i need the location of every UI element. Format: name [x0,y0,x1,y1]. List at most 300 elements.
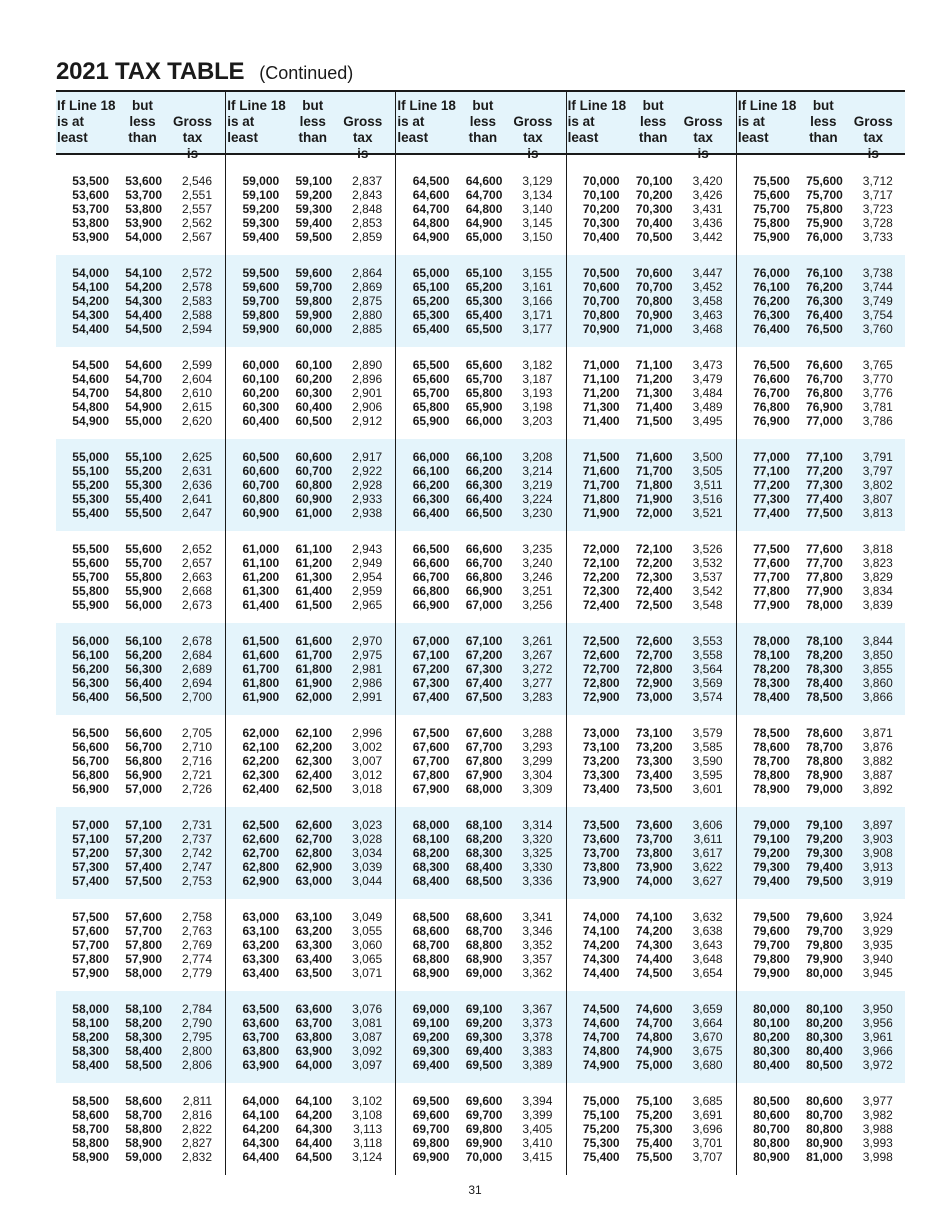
row-group [396,807,565,899]
row-group [56,807,225,899]
less-than-value: 68,400 [465,860,503,875]
less-than-value: 72,700 [635,647,673,662]
row-group [396,531,565,623]
table-row [56,1136,225,1150]
gross-tax-value: 3,426 [692,187,723,202]
less-than-value: 78,900 [806,768,843,783]
at-least-value: 76,800 [753,400,790,415]
table-row [567,230,736,244]
table-row [226,690,395,704]
row-group [567,347,736,439]
at-least-value: 63,200 [242,937,280,952]
header-gross-tax: Gross tax is [853,114,893,161]
at-least-value: 58,500 [72,1093,109,1108]
gross-tax-value: 2,859 [352,230,383,245]
at-least-value: 73,300 [582,768,620,783]
at-least-value: 77,000 [753,449,790,464]
gross-tax-value: 3,966 [862,1044,893,1059]
gross-tax-value: 2,657 [181,555,212,570]
gross-tax-value: 3,553 [692,633,723,648]
at-least-value: 80,200 [753,1029,790,1044]
row-group [567,531,736,623]
less-than-value: 76,400 [806,308,843,323]
at-least-value: 80,700 [753,1121,790,1136]
table-row [56,768,225,782]
table-row [226,1002,395,1016]
less-than-value: 79,100 [806,817,843,832]
table-row [567,584,736,598]
at-least-value: 80,500 [753,1093,790,1108]
table-column [56,155,225,1175]
row-group [226,531,395,623]
less-than-value: 67,400 [465,676,503,691]
table-row [737,966,905,980]
gross-tax-value: 3,081 [352,1015,383,1030]
gross-tax-value: 3,283 [522,690,553,705]
table-row [567,966,736,980]
at-least-value: 62,900 [242,874,280,889]
at-least-value: 68,600 [412,923,450,938]
less-than-value: 65,500 [465,322,503,337]
table-row [567,294,736,308]
header-gross-tax: Gross tax is [683,114,723,161]
less-than-value: 61,900 [295,676,333,691]
table-row [226,648,395,662]
table-row [567,690,736,704]
table-row [567,1058,736,1072]
at-least-value: 76,000 [753,265,790,280]
less-than-value: 74,900 [635,1044,673,1059]
gross-tax-value: 3,744 [862,279,893,294]
gross-tax-value: 2,906 [352,400,383,415]
table-row [56,308,225,322]
less-than-value: 64,400 [295,1136,333,1151]
at-least-value: 74,700 [582,1029,620,1044]
gross-tax-value: 3,097 [352,1058,383,1073]
gross-tax-value: 2,721 [181,768,212,783]
less-than-value: 55,500 [125,506,162,521]
gross-tax-value: 3,023 [352,817,383,832]
less-than-value: 58,600 [125,1093,162,1108]
table-row [737,1058,905,1072]
gross-tax-value: 3,961 [862,1029,893,1044]
gross-tax-value: 3,574 [692,690,723,705]
less-than-value: 69,300 [465,1029,503,1044]
gross-tax-value: 3,919 [862,874,893,889]
at-least-value: 70,200 [582,201,620,216]
less-than-value: 64,300 [295,1121,333,1136]
row-group [56,899,225,991]
gross-tax-value: 2,652 [181,541,212,556]
at-least-value: 62,100 [242,739,280,754]
table-row [737,294,905,308]
table-row [226,230,395,244]
gross-tax-value: 3,145 [522,216,553,231]
gross-tax-value: 2,917 [352,449,383,464]
gross-tax-value: 2,620 [181,414,212,429]
at-least-value: 73,200 [582,753,620,768]
header-column [566,92,736,161]
row-group [737,347,905,439]
at-least-value: 54,800 [72,400,109,415]
at-least-value: 57,400 [72,874,109,889]
less-than-value: 66,600 [465,541,503,556]
gross-tax-value: 3,102 [352,1093,383,1108]
gross-tax-value: 3,908 [862,845,893,860]
table-row [396,230,565,244]
row-group [567,255,736,347]
table-row [737,690,905,704]
less-than-value: 69,000 [465,966,503,981]
at-least-value: 66,200 [412,477,450,492]
less-than-value: 69,800 [465,1121,503,1136]
gross-tax-value: 3,277 [522,676,553,691]
row-group [737,623,905,715]
less-than-value: 77,100 [806,449,843,464]
table-row [56,874,225,888]
at-least-value: 65,800 [412,400,450,415]
less-than-value: 53,700 [125,187,162,202]
table-row [737,216,905,230]
table-row [567,952,736,966]
less-than-value: 74,400 [635,952,673,967]
gross-tax-value: 2,938 [352,506,383,521]
row-group [56,531,225,623]
gross-tax-value: 2,790 [181,1015,212,1030]
table-row [567,1122,736,1136]
less-than-value: 54,900 [125,400,162,415]
table-row [567,938,736,952]
at-least-value: 58,400 [72,1058,109,1073]
less-than-value: 55,400 [125,492,162,507]
at-least-value: 76,400 [753,322,790,337]
less-than-value: 78,800 [806,753,843,768]
header-less-than: less than [298,114,327,145]
table-row [737,188,905,202]
gross-tax-value: 3,675 [692,1044,723,1059]
less-than-value: 62,800 [295,845,333,860]
gross-tax-value: 3,171 [522,308,553,323]
table-row [737,740,905,754]
less-than-value: 53,800 [125,201,162,216]
header-gross-tax: Gross tax is [513,114,553,161]
at-least-value: 58,800 [72,1136,109,1151]
row-group [737,531,905,623]
gross-tax-value: 3,760 [862,322,893,337]
at-least-value: 60,100 [242,371,280,386]
table-column [566,155,736,1175]
gross-tax-value: 3,585 [692,739,723,754]
table-row [737,782,905,796]
gross-tax-value: 3,193 [522,385,553,400]
gross-tax-value: 3,797 [862,463,893,478]
less-than-value: 79,500 [806,874,843,889]
table-row [737,230,905,244]
table-row [396,358,565,372]
less-than-value: 75,600 [806,173,843,188]
gross-tax-value: 3,950 [862,1001,893,1016]
less-than-value: 65,800 [465,385,503,400]
at-least-value: 57,500 [72,909,109,924]
less-than-value: 54,700 [125,371,162,386]
gross-tax-value: 3,569 [692,676,723,691]
gross-tax-value: 2,827 [181,1136,212,1151]
less-than-value: 75,900 [806,216,843,231]
row-group [226,807,395,899]
gross-tax-value: 3,458 [692,293,723,308]
at-least-value: 69,100 [412,1015,450,1030]
table-row [396,1122,565,1136]
less-than-value: 58,800 [125,1121,162,1136]
less-than-value: 59,900 [295,308,333,323]
table-row [737,768,905,782]
table-row [567,860,736,874]
at-least-value: 71,500 [582,449,620,464]
table-row [737,938,905,952]
gross-tax-value: 2,546 [181,173,212,188]
table-row [567,874,736,888]
table-row [737,372,905,386]
row-group [56,439,225,531]
at-least-value: 62,700 [242,845,280,860]
less-than-value: 76,700 [806,371,843,386]
less-than-value: 74,000 [635,874,673,889]
table-row [737,726,905,740]
at-least-value: 57,600 [72,923,109,938]
gross-tax-value: 2,832 [181,1150,212,1165]
gross-tax-value: 3,606 [692,817,723,832]
less-than-value: 54,600 [125,357,162,372]
at-least-value: 80,000 [753,1001,790,1016]
gross-tax-value: 3,071 [352,966,383,981]
less-than-value: 54,400 [125,308,162,323]
table-row [567,372,736,386]
table-row [737,266,905,280]
table-row [56,634,225,648]
at-least-value: 55,300 [72,492,109,507]
gross-tax-value: 3,516 [692,492,723,507]
less-than-value: 65,400 [465,308,503,323]
at-least-value: 56,100 [72,647,109,662]
gross-tax-value: 3,224 [522,492,553,507]
at-least-value: 65,100 [412,279,450,294]
gross-tax-value: 3,463 [692,308,723,323]
less-than-value: 78,700 [806,739,843,754]
less-than-value: 72,900 [635,676,673,691]
gross-tax-value: 2,763 [181,923,212,938]
gross-tax-value: 3,670 [692,1029,723,1044]
table-row [56,754,225,768]
at-least-value: 54,600 [72,371,109,386]
gross-tax-value: 3,203 [522,414,553,429]
at-least-value: 68,100 [412,831,450,846]
row-group [737,991,905,1083]
at-least-value: 80,400 [753,1058,790,1073]
less-than-value: 62,100 [295,725,333,740]
less-than-value: 74,800 [635,1029,673,1044]
table-row [567,754,736,768]
at-least-value: 53,700 [72,201,109,216]
table-row [396,860,565,874]
table-row [226,1030,395,1044]
less-than-value: 61,100 [295,541,333,556]
table-row [567,1016,736,1030]
gross-tax-value: 3,352 [522,937,553,952]
table-row [396,1030,565,1044]
less-than-value: 70,900 [635,308,673,323]
row-group [396,255,565,347]
less-than-value: 58,300 [125,1029,162,1044]
row-group [226,991,395,1083]
gross-tax-value: 2,779 [181,966,212,981]
table-row [737,506,905,520]
gross-tax-value: 3,219 [522,477,553,492]
at-least-value: 77,400 [753,506,790,521]
gross-tax-value: 3,988 [862,1121,893,1136]
gross-tax-value: 3,728 [862,216,893,231]
gross-tax-value: 3,415 [522,1150,553,1165]
less-than-value: 74,300 [635,937,673,952]
gross-tax-value: 2,822 [181,1121,212,1136]
less-than-value: 71,600 [635,449,673,464]
gross-tax-value: 3,113 [353,1121,383,1136]
gross-tax-value: 3,373 [522,1015,553,1030]
table-row [396,726,565,740]
gross-tax-value: 3,993 [862,1136,893,1151]
at-least-value: 68,400 [412,874,450,889]
at-least-value: 65,000 [412,265,450,280]
at-least-value: 65,500 [412,357,450,372]
at-least-value: 64,500 [412,173,450,188]
less-than-value: 69,600 [465,1093,503,1108]
at-least-value: 59,500 [242,265,280,280]
less-than-value: 70,700 [635,279,673,294]
less-than-value: 79,200 [806,831,843,846]
table-row [396,966,565,980]
table-row [396,506,565,520]
at-least-value: 68,300 [412,860,450,875]
gross-tax-value: 2,737 [181,831,212,846]
gross-tax-value: 3,452 [692,279,723,294]
table-row [56,924,225,938]
table-row [567,506,736,520]
at-least-value: 77,600 [753,555,790,570]
at-least-value: 71,600 [582,463,620,478]
table-row [396,556,565,570]
at-least-value: 71,300 [582,400,620,415]
row-group [56,347,225,439]
table-row [396,584,565,598]
at-least-value: 58,600 [72,1107,109,1122]
at-least-value: 63,800 [242,1044,280,1059]
row-group [567,163,736,255]
less-than-value: 54,200 [125,279,162,294]
less-than-value: 74,100 [635,909,673,924]
table-row [737,676,905,690]
at-least-value: 72,700 [582,661,620,676]
gross-tax-value: 3,182 [522,357,553,372]
table-row [567,846,736,860]
row-group [56,163,225,255]
gross-tax-value: 3,129 [522,173,553,188]
at-least-value: 74,900 [582,1058,620,1073]
at-least-value: 70,800 [582,308,620,323]
at-least-value: 67,400 [412,690,450,705]
gross-tax-value: 3,723 [862,201,893,216]
table-row [396,846,565,860]
gross-tax-value: 2,774 [181,952,212,967]
less-than-value: 67,200 [465,647,503,662]
less-than-value: 73,600 [635,817,673,832]
gross-tax-value: 2,975 [352,647,383,662]
less-than-value: 68,700 [465,923,503,938]
less-than-value: 63,500 [295,966,333,981]
less-than-value: 80,700 [806,1107,843,1122]
less-than-value: 59,600 [295,265,333,280]
less-than-value: 69,100 [465,1001,503,1016]
at-least-value: 78,300 [753,676,790,691]
gross-tax-value: 2,567 [181,230,212,245]
at-least-value: 61,600 [242,647,280,662]
table-row [226,910,395,924]
gross-tax-value: 3,844 [862,633,893,648]
table-row [226,1058,395,1072]
less-than-value: 58,100 [125,1001,162,1016]
table-row [226,740,395,754]
at-least-value: 76,100 [753,279,790,294]
gross-tax-value: 3,855 [862,661,893,676]
gross-tax-value: 3,076 [352,1001,383,1016]
table-row [56,400,225,414]
gross-tax-value: 3,929 [862,923,893,938]
at-least-value: 74,400 [582,966,620,981]
less-than-value: 60,600 [295,449,333,464]
table-row [56,966,225,980]
at-least-value: 56,800 [72,768,109,783]
at-least-value: 54,900 [72,414,109,429]
less-than-value: 55,200 [125,463,162,478]
gross-tax-value: 3,039 [352,860,383,875]
gross-tax-value: 3,325 [522,845,553,860]
less-than-value: 70,300 [635,201,673,216]
at-least-value: 57,900 [72,966,109,981]
gross-tax-value: 3,261 [522,633,553,648]
less-than-value: 69,200 [465,1015,503,1030]
gross-tax-value: 3,532 [692,555,723,570]
table-row [567,464,736,478]
table-row [226,1122,395,1136]
table-row [396,874,565,888]
row-group [737,255,905,347]
less-than-value: 59,700 [295,279,333,294]
less-than-value: 78,400 [806,676,843,691]
less-than-value: 67,500 [465,690,503,705]
gross-tax-value: 3,956 [862,1015,893,1030]
gross-tax-value: 3,251 [522,584,553,599]
gross-tax-value: 2,583 [181,293,212,308]
gross-tax-value: 3,134 [522,187,553,202]
less-than-value: 71,700 [635,463,673,478]
less-than-value: 76,600 [806,357,843,372]
table-row [396,910,565,924]
gross-tax-value: 2,769 [181,937,212,952]
row-group [737,439,905,531]
row-group [226,255,395,347]
table-row [567,556,736,570]
less-than-value: 66,300 [465,477,503,492]
less-than-value: 72,400 [635,584,673,599]
gross-tax-value: 3,489 [692,400,723,415]
